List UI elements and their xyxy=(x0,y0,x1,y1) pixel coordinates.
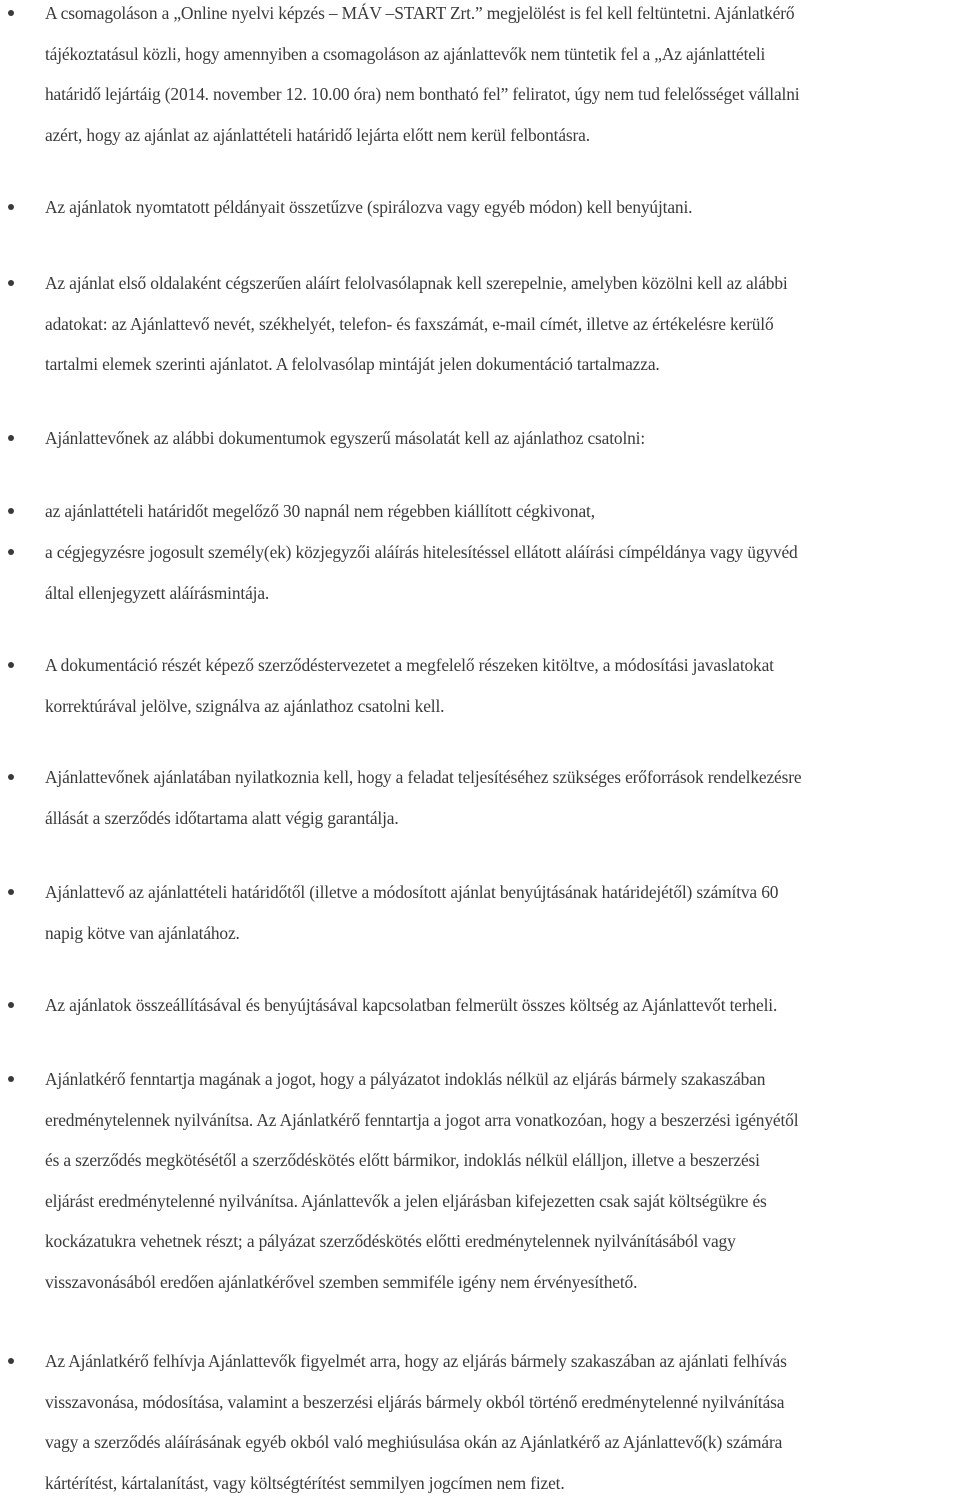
text-line: tartalmi elemek szerinti ajánlatot. A felolvasólap mintáját jelen dokumentáció tartalmazza. xyxy=(45,344,960,385)
list-item xyxy=(45,263,960,385)
text-line: kockázatukra vehetnek részt; a pályázat szerződéskötés előtti eredménytelennek nyilvánításából vagy xyxy=(45,1221,960,1262)
bullet-icon xyxy=(8,280,14,286)
text-line: napig kötve van ajánlatához. xyxy=(45,913,960,954)
text-line: vagy a szerződés aláírásának egyéb okból való meghiúsulása okán az Ajánlatkérő az Ajánlattevő(k) számára xyxy=(45,1422,960,1463)
text-line: adatokat: az Ajánlattevő nevét, székhelyét, telefon- és faxszámát, e-mail címét, illetve az értékelésre kerülő xyxy=(45,304,960,345)
bullet-icon xyxy=(8,549,14,555)
bullet-icon xyxy=(8,10,14,16)
text-line: eljárást eredménytelenné nyilvánítsa. Ajánlattevők a jelen eljárásban kifejezetten csak saját költségükre és xyxy=(45,1181,960,1222)
text-line: állását a szerződés időtartama alatt végig garantálja. xyxy=(45,798,960,839)
text-line: azért, hogy az ajánlat az ajánlattételi határidő lejárta előtt nem kerül felbontásra. xyxy=(45,115,960,156)
text-line: Az ajánlat első oldalaként cégszerűen aláírt felolvasólapnak kell szerepelnie, amelyben közölni kell az alábbi xyxy=(45,263,960,304)
text-line: A csomagoláson a „Online nyelvi képzés – MÁV –START Zrt.” megjelölést is fel kell feltüntetni. Ajánlatkérő xyxy=(45,0,960,34)
list-item xyxy=(45,1341,960,1503)
list-item xyxy=(45,757,960,838)
list-item xyxy=(45,985,960,1026)
text-line: az ajánlattételi határidőt megelőző 30 napnál nem régebben kiállított cégkivonat, xyxy=(45,491,960,532)
text-line: Ajánlattevőnek az alábbi dokumentumok egyszerű másolatát kell az ajánlathoz csatolni: xyxy=(45,418,960,459)
list-item xyxy=(45,872,960,953)
text-line: által ellenjegyzett aláírásmintája. xyxy=(45,573,960,614)
list-item xyxy=(45,418,960,459)
bullet-icon xyxy=(8,1358,14,1364)
text-line: határidő lejártáig (2014. november 12. 10.00 óra) nem bontható fel” feliratot, úgy nem tud felelősséget vállalni xyxy=(45,74,960,115)
text-line: Ajánlatkérő fenntartja magának a jogot, hogy a pályázatot indoklás nélkül az eljárás bármely szakaszában xyxy=(45,1059,960,1100)
text-line: Ajánlattevő az ajánlattételi határidőtől (illetve a módosított ajánlat benyújtásának határidejétől) számítva 60 xyxy=(45,872,960,913)
text-line: eredménytelennek nyilvánítsa. Az Ajánlatkérő fenntartja a jogot arra vonatkozóan, hogy a beszerzési igényétől xyxy=(45,1100,960,1141)
text-line: kártérítést, kártalanítást, vagy költségtérítést semmilyen jogcímen nem fizet. xyxy=(45,1463,960,1503)
text-line: visszavonásából eredően ajánlatkérővel szemben semmiféle igény nem érvényesíthető. xyxy=(45,1262,960,1303)
bullet-icon xyxy=(8,774,14,780)
text-line: a cégjegyzésre jogosult személy(ek) közjegyzői aláírás hitelesítéssel ellátott aláírási címpéldánya vagy ügyvéd xyxy=(45,532,960,573)
list-item xyxy=(45,645,960,726)
bullet-icon xyxy=(8,662,14,668)
text-line: Az ajánlatok nyomtatott példányait összetűzve (spirálozva vagy egyéb módon) kell benyújtani. xyxy=(45,187,960,228)
text-line: Az Ajánlatkérő felhívja Ajánlattevők figyelmét arra, hogy az eljárás bármely szakaszában az ajánlati felhívás xyxy=(45,1341,960,1382)
text-line: Az ajánlatok összeállításával és benyújtásával kapcsolatban felmerült összes költség az Ajánlattevőt terheli. xyxy=(45,985,960,1026)
list-item xyxy=(45,0,960,155)
list-item xyxy=(45,532,960,613)
bullet-icon xyxy=(8,435,14,441)
text-line: tájékoztatásul közli, hogy amennyiben a csomagoláson az ajánlattevők nem tüntetik fel a „Az ajánlattételi xyxy=(45,34,960,75)
text-line: és a szerződés megkötésétől a szerződéskötés előtt bármikor, indoklás nélkül elálljon, illetve a beszerzési xyxy=(45,1140,960,1181)
bullet-icon xyxy=(8,508,14,514)
text-line: Ajánlattevőnek ajánlatában nyilatkoznia kell, hogy a feladat teljesítéséhez szükséges erőforrások rendelkezésre xyxy=(45,757,960,798)
list-item xyxy=(45,1059,960,1302)
bullet-icon xyxy=(8,1002,14,1008)
list-item xyxy=(45,491,960,532)
text-line: A dokumentáció részét képező szerződéstervezetet a megfelelő részeken kitöltve, a módosítási javaslatokat xyxy=(45,645,960,686)
bullet-icon xyxy=(8,204,14,210)
bullet-icon xyxy=(8,889,14,895)
text-line: visszavonása, módosítása, valamint a beszerzési eljárás bármely okból történő eredménytelenné nyilvánítása xyxy=(45,1382,960,1423)
text-line: korrektúrával jelölve, szignálva az ajánlathoz csatolni kell. xyxy=(45,686,960,727)
list-item xyxy=(45,187,960,228)
bullet-icon xyxy=(8,1076,14,1082)
